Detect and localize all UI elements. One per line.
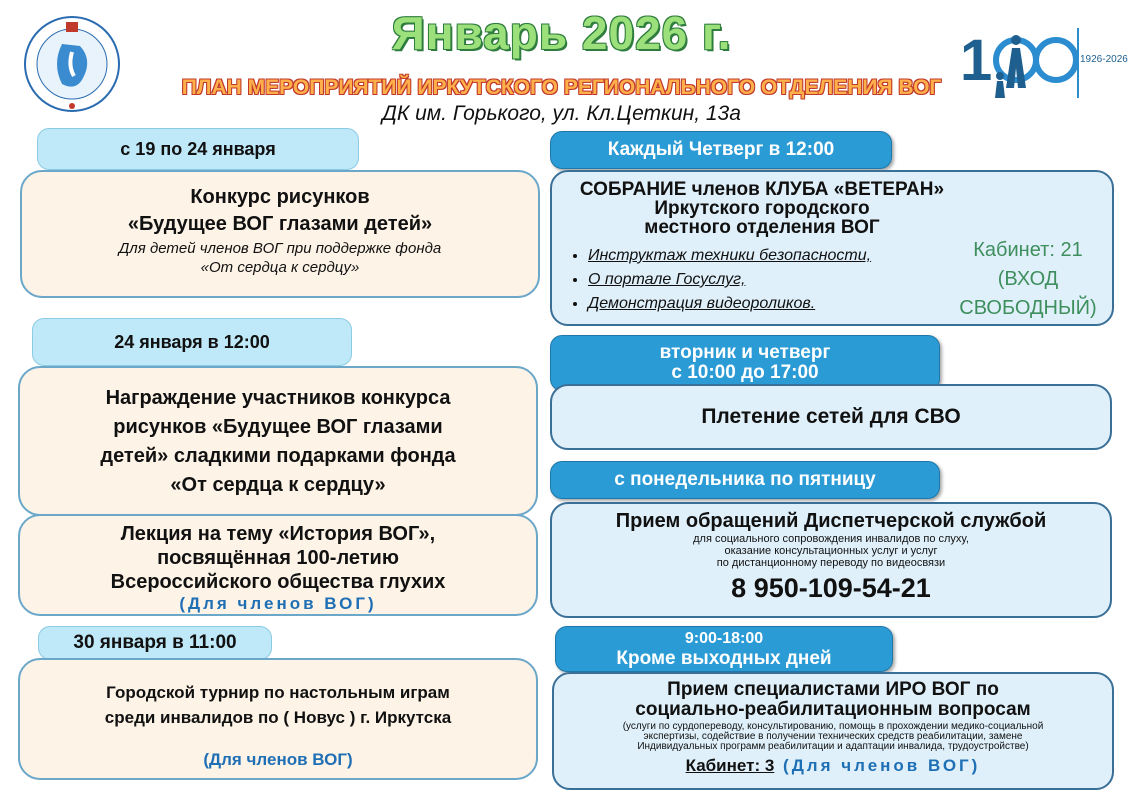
schedule-line: вторник и четверг	[659, 342, 831, 363]
event-text-line: Лекция на тему «История ВОГ»,	[120, 523, 436, 545]
topic-item: • О портале Госуслуг,	[588, 268, 871, 292]
event-text-line: посвящённая 100-летию	[157, 547, 399, 569]
members-only-note: (Для членов ВОГ)	[203, 750, 353, 769]
meeting-title-line: СОБРАНИЕ членов КЛУБА «ВЕТЕРАН»	[579, 179, 945, 200]
event-text-line: рисунков «Будущее ВОГ глазами	[113, 416, 443, 438]
schedule-line: с 10:00 до 17:00	[671, 362, 819, 383]
schedule-pill-tue-thu	[550, 335, 940, 391]
dispatch-service-block	[550, 502, 1112, 618]
schedule-pill-thursday: Каждый Четверг в 12:00	[550, 131, 892, 169]
event-note: Для детей членов ВОГ при поддержке фонда	[118, 240, 442, 257]
event-text-line: Награждение участников конкурса	[105, 387, 451, 409]
veteran-club-meeting	[550, 170, 1114, 326]
reception-note: Индивидуальных программ реабилитации и адаптации инвалида, трудоустройстве)	[637, 741, 1029, 752]
schedule-pill-weekdays: с понедельника по пятницу	[550, 461, 940, 499]
event-text-line: детей» сладкими подарками фонда	[100, 445, 456, 467]
event-title-line: «Будущее ВОГ глазами детей»	[127, 213, 433, 235]
room-info: СВОБОДНЫЙ)	[959, 297, 1097, 319]
event-drawing-contest	[20, 170, 540, 298]
reception-title-line: социально-реабилитационным вопросам	[635, 699, 1031, 720]
page-title: Январь 2026 г.	[391, 7, 732, 59]
event-title-line: Конкурс рисунков	[190, 186, 370, 208]
event-text-line: Всероссийского общества глухих	[110, 571, 446, 593]
meeting-title-line: местного отделения ВОГ	[644, 217, 880, 238]
schedule-line: Кроме выходных дней	[616, 648, 832, 669]
event-lecture-history	[18, 514, 538, 616]
event-board-games-tournament	[18, 658, 538, 780]
meeting-title-line: Иркутского городского	[654, 198, 870, 219]
room-info: Кабинет: 21	[973, 239, 1083, 261]
date-pill-jan24: 24 января в 12:00	[32, 318, 352, 366]
reception-title-line: Прием специалистами ИРО ВОГ по	[667, 679, 999, 700]
event-award-ceremony	[18, 366, 538, 516]
reception-note: (услуги по сурдопереводу, консультированию, помощь в прохождении медико-социальной	[622, 721, 1044, 732]
specialists-reception-block	[552, 672, 1114, 790]
reception-note: экспертизы, содействие в получении технических средств реабилитации, замене	[643, 731, 1023, 742]
members-only-note: (Для членов ВОГ)	[179, 594, 377, 613]
vog-100-years-logo	[960, 18, 1128, 108]
dispatch-phone-number: 8 950-109-54-21	[731, 573, 931, 603]
room-label: Кабинет: 3	[685, 756, 775, 775]
service-note: по дистанционному переводу по видеосвязи	[716, 557, 946, 569]
schedule-line: 9:00-18:00	[684, 630, 764, 647]
event-text-line: «От сердца к сердцу»	[170, 474, 386, 496]
date-pill-jan30: 30 января в 11:00	[38, 626, 272, 660]
service-note: оказание консультационных услуг и услуг	[724, 545, 938, 557]
topic-item: • Инструктаж техники безопасности,	[588, 244, 871, 268]
meeting-topics-list	[552, 244, 871, 316]
topic-item: • Демонстрация видеороликов.	[588, 292, 871, 316]
service-note: для социального сопровождения инвалидов по слуху,	[693, 533, 969, 545]
date-pill-jan19-24: с 19 по 24 января	[37, 128, 359, 170]
schedule-pill-working-hours	[555, 626, 893, 672]
service-title: Прием обращений Диспетчерской службой	[615, 510, 1047, 532]
net-weaving-activity: Плетение сетей для СВО	[550, 384, 1112, 450]
venue-address: ДК им. Горького, ул. Кл.Цеткин, 13а	[382, 102, 741, 125]
plan-subtitle: ПЛАН МЕРОПРИЯТИЙ ИРКУТСКОГО РЕГИОНАЛЬНОГО ОТДЕЛЕНИЯ ВОГ	[181, 76, 942, 99]
event-text-line: Городской турнир по настольным играм	[106, 683, 450, 702]
event-text-line: среди инвалидов по ( Новус ) г. Иркутска	[104, 708, 452, 727]
room-info: (ВХОД	[997, 268, 1059, 290]
logo-years-text: 1926-2026	[1080, 54, 1128, 65]
svg-text:1: 1	[960, 28, 993, 93]
event-note: «От сердца к сердцу»	[200, 259, 360, 276]
members-only-note: (Для членов ВОГ)	[783, 756, 981, 775]
